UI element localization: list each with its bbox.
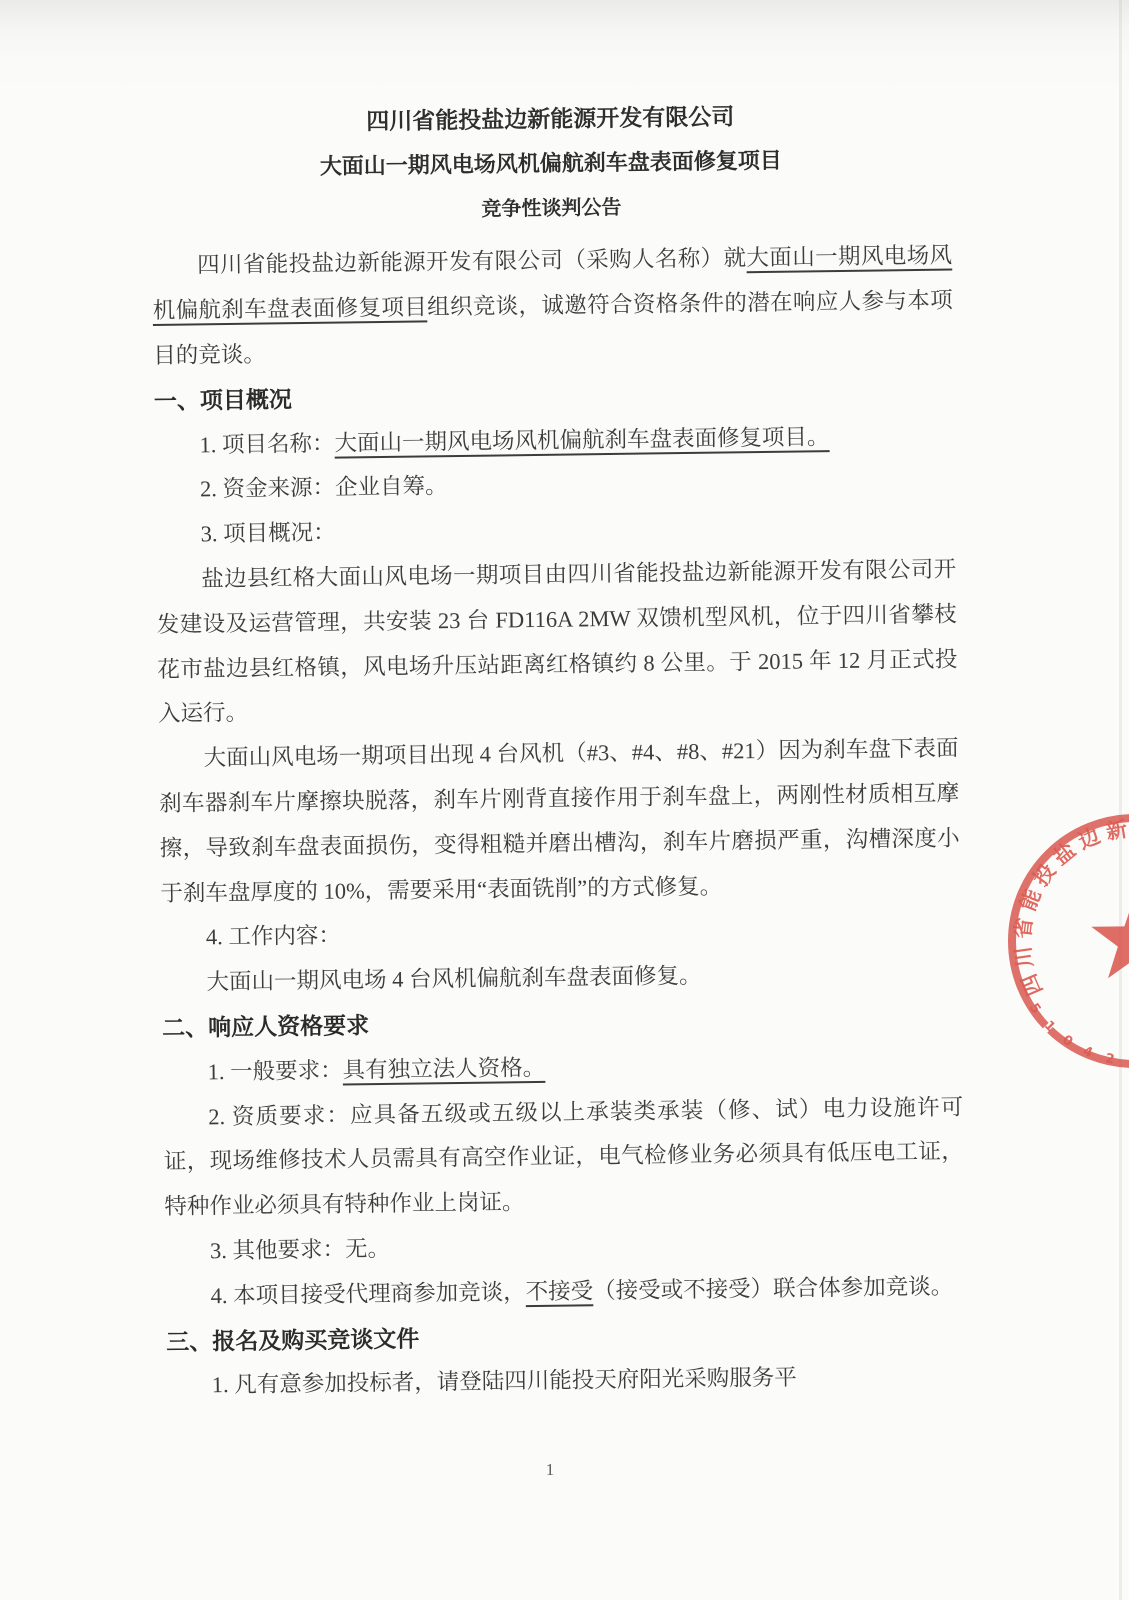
seal-serial-digit: 4: [1080, 1043, 1095, 1062]
seal-character: 四: [1016, 970, 1048, 1000]
official-seal: [985, 772, 1129, 1102]
text-segment: 大面山一期风电场 4 台风机偏航刹车盘表面修复。: [206, 962, 702, 995]
underlined-text-segment: 不接受: [525, 1278, 594, 1304]
text-segment: 4. 本项目接受代理商参加竞谈，: [210, 1278, 526, 1309]
text-segment: 二、响应人资格要求: [161, 1012, 370, 1041]
document-body: [150, 92, 967, 1409]
text-segment: 一、项目概况: [153, 385, 293, 414]
paragraph: [152, 234, 954, 379]
star-icon: [1091, 895, 1129, 978]
text-segment: 大面山风电场一期项目出现 4 台风机（#3、#4、#8、#21）因为刹车盘下表面刹车器刹车片摩擦块脱落，刹车片刚背直接作用于刹车盘上，两刚性材质相互摩擦，导致刹车盘表面损伤，变得粗糙并磨出槽沟，刹车片磨损严重，沟槽深度小于刹车盘厚度的 10%，需要采用“表面铣削”的方式修复。: [159, 735, 960, 906]
scan-edge-shadow: [1119, 0, 1122, 1600]
paragraph: [167, 1354, 968, 1409]
seal-ring: [1012, 818, 1129, 1064]
document-blocks: [152, 234, 967, 1409]
seal-character: 盐: [1048, 838, 1081, 870]
seal-character: 省: [1010, 916, 1037, 940]
text-segment: 2. 资质要求：应具备五级或五级以上承装类承装（修、试）电力设施许可证，现场维修技术人员需具有高空作业证，电气检修业务必须具有低压电工证，特种作业必须具有特种作业上岗证。: [163, 1093, 964, 1220]
text-segment: 3. 项目概况：: [200, 519, 336, 547]
stamp-serial-number: [1026, 1001, 1116, 1068]
seal-character: 能: [1015, 885, 1046, 915]
seal-character: 新: [1104, 816, 1129, 845]
text-segment: 1. 一般要求：: [207, 1057, 343, 1085]
underlined-text-segment: 具有独立法人资格。: [342, 1054, 546, 1083]
page-number: 1: [545, 1460, 555, 1479]
seal-character: 川: [1010, 944, 1038, 970]
scan-noise-top: [0, 0, 1129, 95]
underlined-text-segment: 大面山一期风电场风机偏航刹车盘表面修复项目。: [334, 423, 830, 456]
text-segment: 4. 工作内容：: [205, 922, 342, 950]
text-segment: 1. 凡有意参加投标者，请登陆四川能投天府阳光采购服务平: [211, 1364, 797, 1398]
text-segment: 盐边县红格大面山风电场一期项目由四川省能投盐边新能源开发有限公司开发建设及运营管理，共安装 23 台 FD116A 2MW 双馈机型风机，位于四川省攀枝花市盐边县红格镇，风电场升压站距离红格镇约 8 公里。于 2015 年 12 月正式投入运行。: [156, 556, 958, 727]
text-segment: 3. 其他要求：无。: [209, 1235, 391, 1264]
text-segment: （接受或不接受）联合体参加竞谈。: [592, 1273, 954, 1304]
seal-character: 投: [1028, 859, 1061, 891]
underlined-text-segment: 大面山一期风电场风机偏航刹车盘表面修复项目: [152, 242, 953, 324]
company-title: 四川省能投盐边新能源开发有限公司: [366, 103, 735, 135]
project-title: 大面山一期风电场风机偏航刹车盘表面修复项目: [319, 147, 782, 179]
seal-serial-digit: 5: [1025, 1000, 1044, 1017]
paragraph: [158, 727, 960, 917]
seal-character: 边: [1074, 823, 1104, 855]
paragraph: [156, 547, 958, 737]
text-segment: 组织竞谈，诚邀符合资格条件的潜在响应人参与本项目的竞谈。: [153, 287, 953, 368]
text-segment: 四川省能投盐边新能源开发有限公司（采购人名称）就: [196, 245, 747, 278]
text-segment: 2. 资金来源：企业自筹。: [199, 473, 448, 502]
paragraph: [163, 1085, 965, 1230]
text-segment: 三、报名及购买竞谈文件: [166, 1325, 420, 1355]
seal-serial-digit: 1: [1040, 1018, 1058, 1036]
seal-serial-digit: 0: [1059, 1032, 1076, 1051]
text-segment: 1. 项目名称：: [199, 430, 335, 457]
stamp-arc-text: [1011, 817, 1129, 999]
announcement-title: 竞争性谈判公告: [481, 196, 622, 221]
seal-serial-digit: 2: [1103, 1051, 1116, 1068]
